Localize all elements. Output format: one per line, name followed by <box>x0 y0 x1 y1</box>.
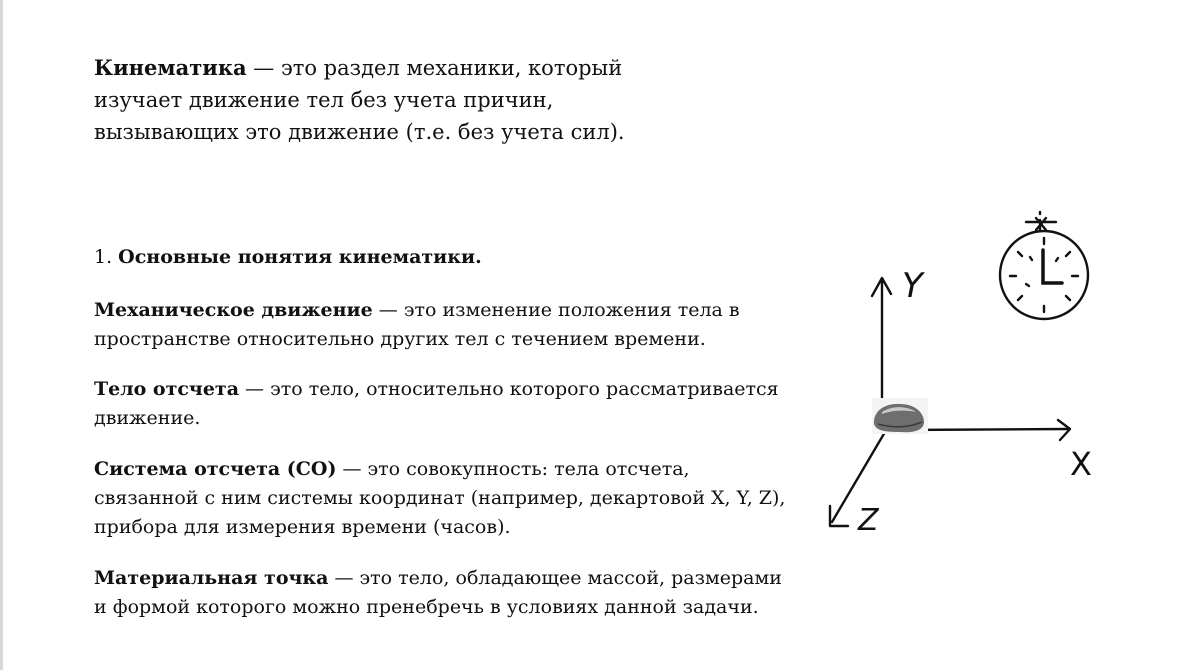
page-left-edge <box>0 0 3 670</box>
intro-term: Кинематика <box>94 55 247 80</box>
definition-term: Система отсчета (СО) <box>94 458 337 480</box>
coordinate-system-figure <box>800 200 1120 550</box>
definition-term: Механическое движение <box>94 299 373 321</box>
stopwatch-icon <box>1000 212 1088 319</box>
definition-text: — это тело, обладающее массой, размерами и формой которого можно пренебречь в условиях данной задачи. <box>94 567 782 618</box>
axis-z-label: Z <box>858 503 879 538</box>
section-number: 1. <box>94 246 119 268</box>
definition-reference-frame <box>94 455 794 542</box>
definition-text: — это тело, относительно которого рассматривается движение. <box>94 378 779 429</box>
definition-reference-body <box>94 375 794 433</box>
definition-term: Тело отсчета <box>94 378 240 400</box>
section-title: Основные понятия кинематики. <box>118 246 482 268</box>
definition-text: — это изменение положения тела в пространстве относительно других тел с течением времени. <box>94 299 740 350</box>
definition-text: — это совокупность: тела отсчета, связанной с ним системы координат (например, декартовой X, Y, Z), прибора для измерения времени (часов). <box>94 458 786 538</box>
definition-material-point <box>94 564 794 622</box>
stone-icon <box>872 398 928 434</box>
section-heading <box>94 243 794 272</box>
axis-x-label: X <box>1070 445 1092 483</box>
intro-paragraph <box>94 52 694 148</box>
definition-mechanical-motion <box>94 296 794 354</box>
definition-term: Материальная точка <box>94 567 329 589</box>
intro-text: — это раздел механики, который изучает движение тел без учета причин, вызывающих это движение (т.е. без учета сил). <box>94 56 625 144</box>
axis-y-label: Y <box>902 266 923 306</box>
